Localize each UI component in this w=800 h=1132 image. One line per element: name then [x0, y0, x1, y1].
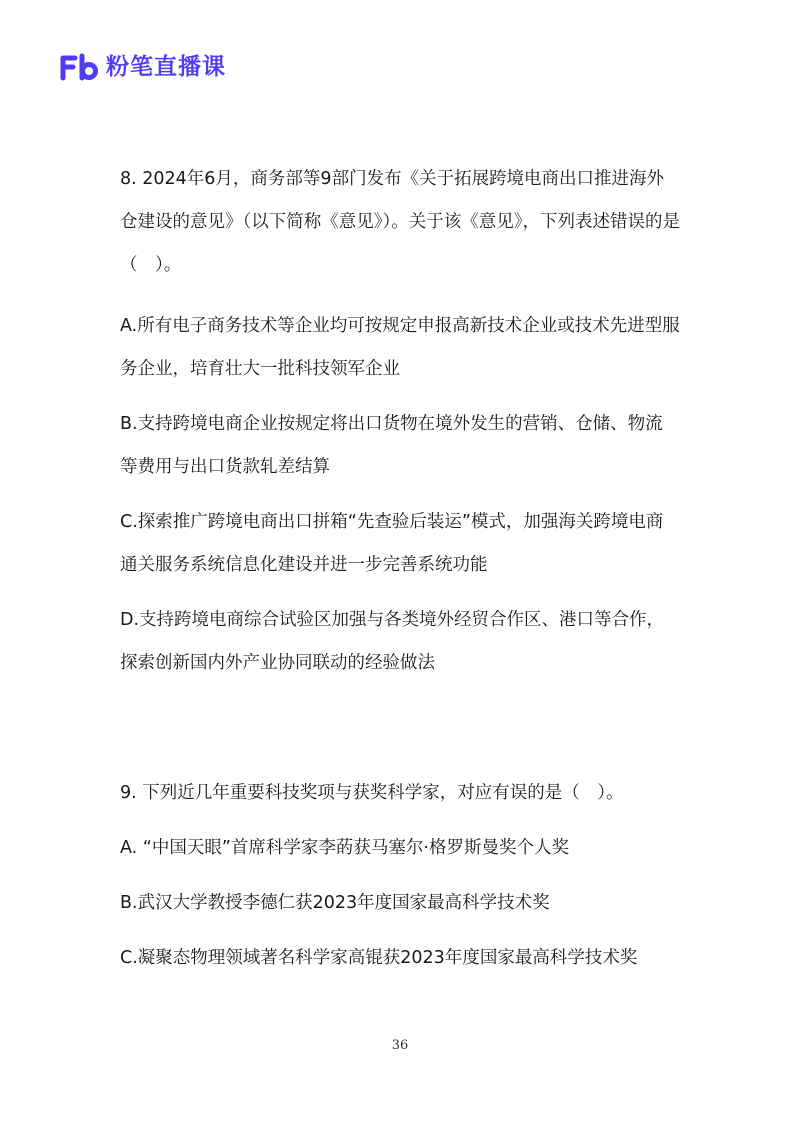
brand-logo [60, 50, 226, 84]
question-8-option-c: C.探索推广跨境电商出口拼箱“先查验后装运”模式，加强海关跨境电商通关服务系统信息化建设并进一步完善系统功能 [120, 512, 664, 575]
question-9-option-b: B.武汉大学教授李德仁获2023年度国家最高科学技术奖 [120, 893, 550, 913]
question-8-option-b: B.支持跨境电商企业按规定将出口货物在境外发生的营销、仓储、物流等费用与出口货款轧差结算 [120, 414, 663, 477]
question-8-option-d: D.支持跨境电商综合试验区加强与各类境外经贸合作区、港口等合作，探索创新国内外产业协同联动的经验做法 [120, 610, 665, 673]
question-9-option-a: A. “中国天眼”首席科学家李菂获马塞尔·格罗斯曼奖个人奖 [120, 838, 569, 858]
fb-logo-icon [60, 53, 100, 81]
question-9-stem: 9. 下列近几年重要科技奖项与获奖科学家，对应有误的是（ ）。 [120, 783, 624, 803]
brand-name: 粉笔直播课 [106, 54, 226, 80]
question-9-option-c: C.凝聚态物理领域著名科学家高锟获2023年度国家最高科学技术奖 [120, 948, 638, 968]
question-8-stem: 8. 2024年6月，商务部等9部门发布《关于拓展跨境电商出口推进海外仓建设的意见》（以下简称《意见》）。关于该《意见》，下列表述错误的是（ ）。 [120, 169, 680, 275]
page-number: 36 [391, 1038, 409, 1053]
question-content [120, 158, 680, 980]
question-8-option-a: A.所有电子商务技术等企业均可按规定申报高新技术企业或技术先进型服务企业，培育壮大一批科技领军企业 [120, 316, 680, 379]
